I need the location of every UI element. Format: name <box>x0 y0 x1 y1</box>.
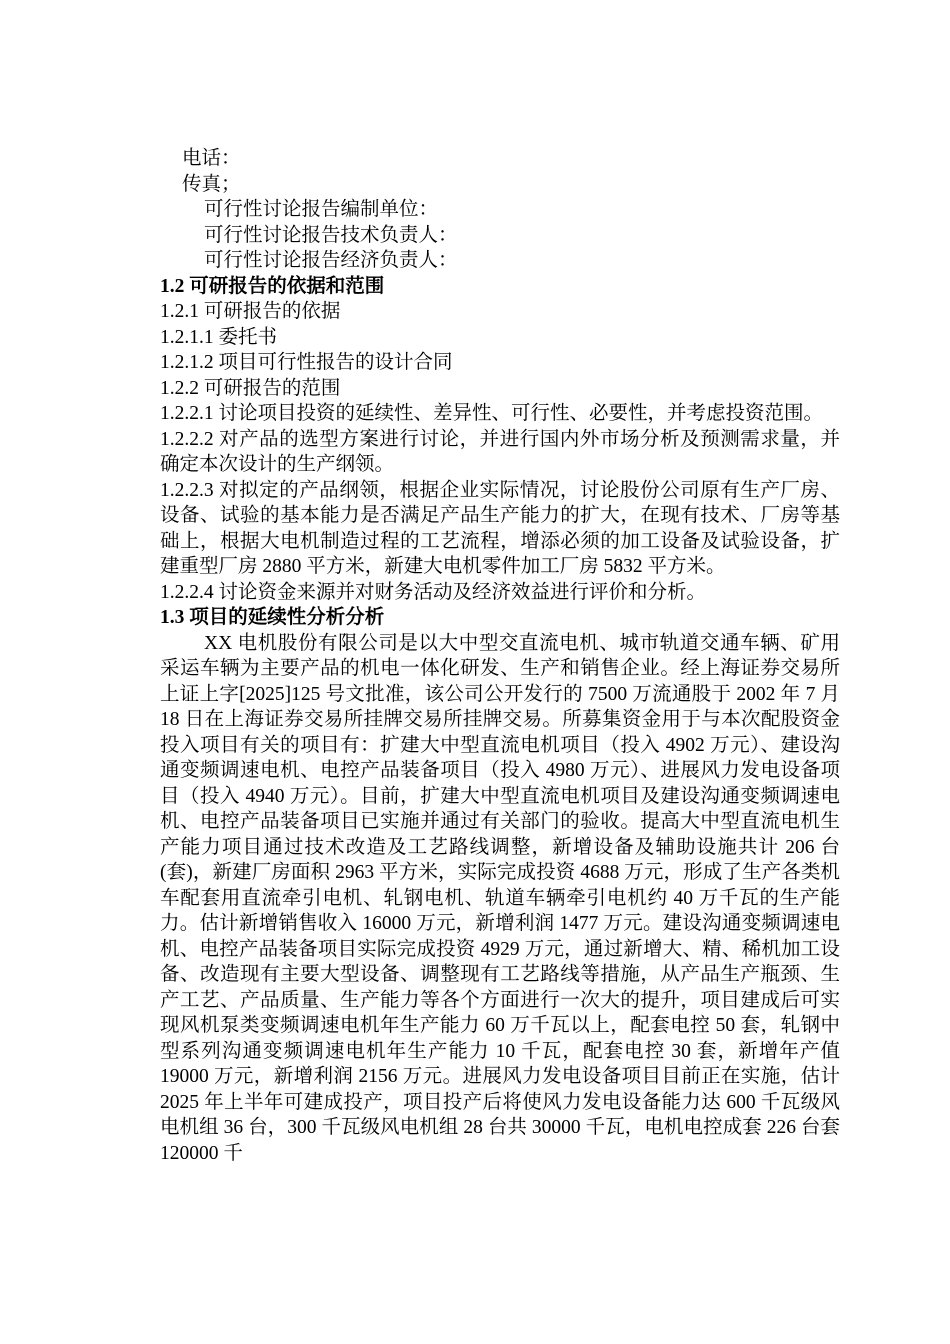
phone-line: 电话： <box>182 148 241 169</box>
section-1-2-2-4: 1.2.2.4 讨论资金来源并对财务活动及经济效益进行评价和分析。 <box>160 581 707 603</box>
section-1-2-2: 1.2.2 可研报告的范围 <box>160 377 341 399</box>
technical-lead-line: 可行性讨论报告技术负责人： <box>204 224 458 246</box>
section-1-3-heading: 1.3 项目的延续性分析分析 <box>160 607 385 628</box>
section-1-2-1-2: 1.2.1.2 项目可行性报告的设计合同 <box>160 352 453 373</box>
section-1-2-1-1: 1.2.1.1 委托书 <box>160 326 278 348</box>
section-1-2-2-1: 1.2.2.1 讨论项目投资的延续性、差异性、可行性、必要性，并考虑投资范围。 <box>160 403 824 424</box>
section-1-2-2-3: 1.2.2.3 对拟定的产品纲领，根据企业实际情况，讨论股份公司原有生产厂房、设备、试验的基本能力是否满足产品生产能力的扩大，在现有技术、厂房等基础上，根据大电机制造过程的工艺流程，增添必须的加工设备及试验设备，扩建重型厂房 2880 平方米，新建大电机零件加工厂房 5832 平方米。 <box>160 479 840 577</box>
compiling-unit-line: 可行性讨论报告编制单位： <box>204 199 439 220</box>
section-1-2-heading: 1.2 可研报告的依据和范围 <box>160 275 385 297</box>
fax-line: 传真； <box>182 173 241 195</box>
economic-lead-line: 可行性讨论报告经济负责人： <box>204 250 458 271</box>
document-body <box>160 146 840 1166</box>
section-1-2-1: 1.2.1 可研报告的依据 <box>160 301 341 322</box>
section-1-3-body: XX 电机股份有限公司是以大中型交直流电机、城市轨道交通车辆、矿用采运车辆为主要产品的机电一体化研发、生产和销售企业。经上海证券交易所上证上字[2025]125 号文批准，该公司公开发行的 7500 万流通股于 2002 年 7 月 18 日在上海证券交易所挂牌交易所挂牌交易。所募集资金用于与本次配股资金投入项目有关的项目有：扩建大中型直流电机项目（投入 4902 万元）、建设沟通变频调速电机、电控产品装备项目（投入 4980 万元）、进展风力发电设备项目（投入 4940 万元）。目前，扩建大中型直流电机项目及建设沟通变频调速电机、电控产品装备项目已实施并通过有关部门的验收。提高大中型直流电机生产能力项目通过技术改造及工艺路线调整，新增设备及辅助设施共计 206 台(套)，新建厂房面积 2963 平方米，实际完成投资 4688 万元，形成了生产各类机车配套用直流牵引电机、轧钢电机、轨道车辆牵引电机约 40 万千瓦的生产能力。估计新增销售收入 16000 万元，新增利润 1477 万元。建设沟通变频调速电机、电控产品装备项目实际完成投资 4929 万元，通过新增大、精、稀机加工设备、改造现有主要大型设备、调整现有工艺路线等措施，从产品生产瓶颈、生产工艺、产品质量、生产能力等各个方面进行一次大的提升，项目建成后可实现风机泵类变频调速电机年生产能力 60 万千瓦以上，配套电控 50 套，轧钢中型系列沟通变频调速电机年生产能力 10 千瓦，配套电控 30 套，新增年产值 19000 万元，新增利润 2156 万元。进展风力发电设备项目目前正在实施，估计 2025 年上半年可建成投产，项目投产后将使风力发电设备能力达 600 千瓦级风电机组 36 台，300 千瓦级风电机组 28 台共 30000 千瓦，电机电控成套 226 台套 120000 千 <box>160 632 840 1164</box>
section-1-2-2-2: 1.2.2.2 对产品的选型方案进行讨论，并进行国内外市场分析及预测需求量，并确定本次设计的生产纲领。 <box>160 428 840 475</box>
